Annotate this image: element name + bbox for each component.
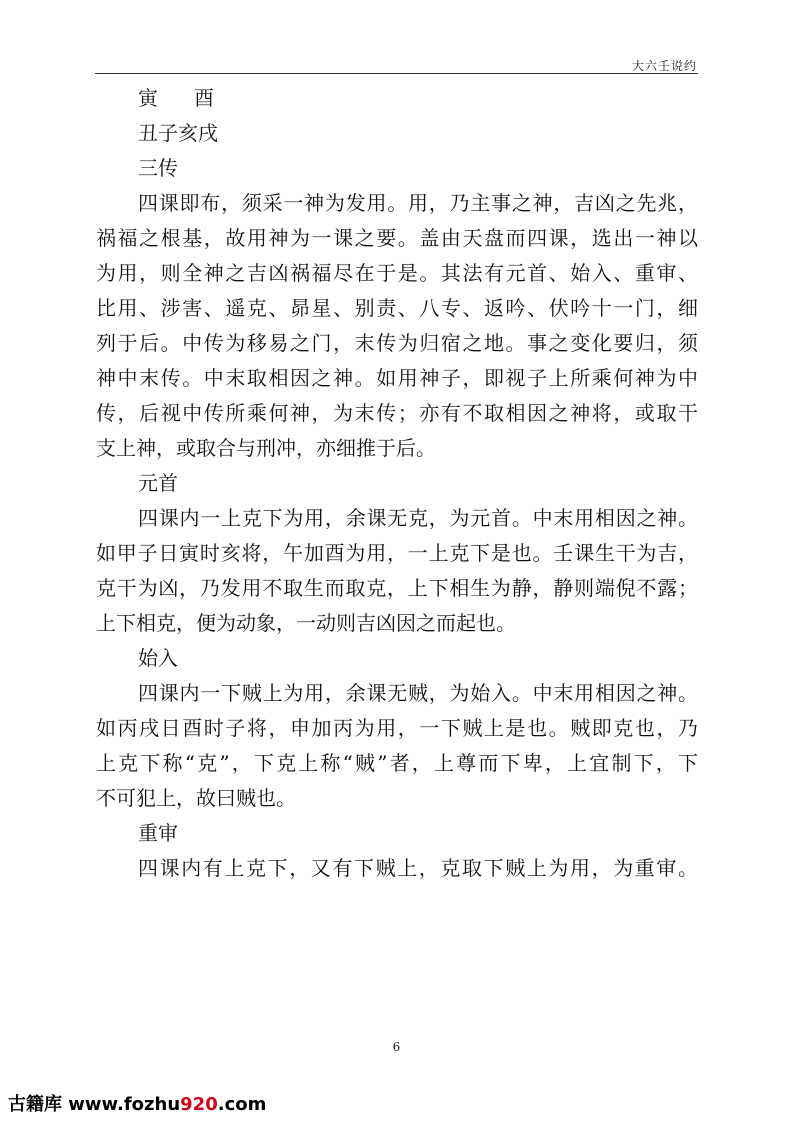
site-watermark <box>8 1090 266 1116</box>
paragraph-line: 如甲子日寅时亥将，午加酉为用，一上克下是也。壬课生干为吉， <box>96 541 698 565</box>
watermark-suffix: .com <box>217 1094 267 1115</box>
heading-sanchuan: 三传 <box>138 156 178 180</box>
heading-yuanshou: 元首 <box>138 471 178 495</box>
heading-shiru: 始入 <box>138 646 178 670</box>
paragraph-line: 上克下称“克”，下克上称“贼”者，上尊而下卑，上宜制下，下 <box>96 751 698 775</box>
heading-chou-line: 丑子亥戌 <box>138 121 218 145</box>
heading-yin-you <box>96 81 698 116</box>
paragraph-chongshen <box>96 851 698 886</box>
page-number: 6 <box>392 1040 401 1054</box>
paragraph-line: 四课内一上克下为用，余课无克，为元首。中末用相因之神。 <box>138 506 698 530</box>
paragraph-line: 四课内有上克下，又有下贼上，克取下贼上为用，为重审。 <box>138 856 698 880</box>
header-rule <box>95 73 698 74</box>
paragraph-line: 四课即布，须采一神为发用。用，乃主事之神，吉凶之先兆， <box>138 191 698 215</box>
watermark-accent: 920 <box>180 1094 218 1115</box>
paragraph-line: 上下相克，便为动象，一动则吉凶因之而起也。 <box>96 611 516 635</box>
paragraph-line: 克干为凶，乃发用不取生而取克，上下相生为静，静则端倪不露； <box>96 576 698 600</box>
page-body <box>96 81 698 886</box>
running-header-title: 大六壬说约 <box>631 59 697 73</box>
paragraph-shiru <box>96 676 698 816</box>
paragraph-line: 传，后视中传所乘何神，为末传；亦有不取相因之神将，或取干 <box>96 401 698 425</box>
paragraph-line: 比用、涉害、遥克、昴星、别责、八专、返吟、伏吟十一门，细 <box>96 296 698 320</box>
heading-you: 酉 <box>194 86 214 110</box>
paragraph-line: 四课内一下贼上为用，余课无贼，为始入。中末用相因之神。 <box>138 681 698 705</box>
watermark-prefix: 古籍库 www.fozhu <box>8 1094 181 1115</box>
paragraph-line: 列于后。中传为移易之门，末传为归宿之地。事之变化要归，须 <box>96 331 698 355</box>
heading-chongshen: 重审 <box>138 821 178 845</box>
paragraph-line: 为用，则全神之吉凶祸福尽在于是。其法有元首、始入、重审、 <box>96 261 698 285</box>
paragraph-yuanshou <box>96 501 698 641</box>
paragraph-line: 神中末传。中末取相因之神。如用神子，即视子上所乘何神为中 <box>96 366 698 390</box>
paragraph-line: 祸福之根基，故用神为一课之要。盖由天盘而四课，选出一神以 <box>96 226 698 250</box>
heading-yin: 寅 <box>138 86 158 110</box>
paragraph-line: 支上神，或取合与刑冲，亦细推于后。 <box>96 436 436 460</box>
paragraph-line: 如丙戌日酉时子将，申加丙为用，一下贼上是也。贼即克也，乃 <box>96 716 698 740</box>
paragraph-sanchuan <box>96 186 698 466</box>
paragraph-line: 不可犯上，故曰贼也。 <box>96 786 296 810</box>
